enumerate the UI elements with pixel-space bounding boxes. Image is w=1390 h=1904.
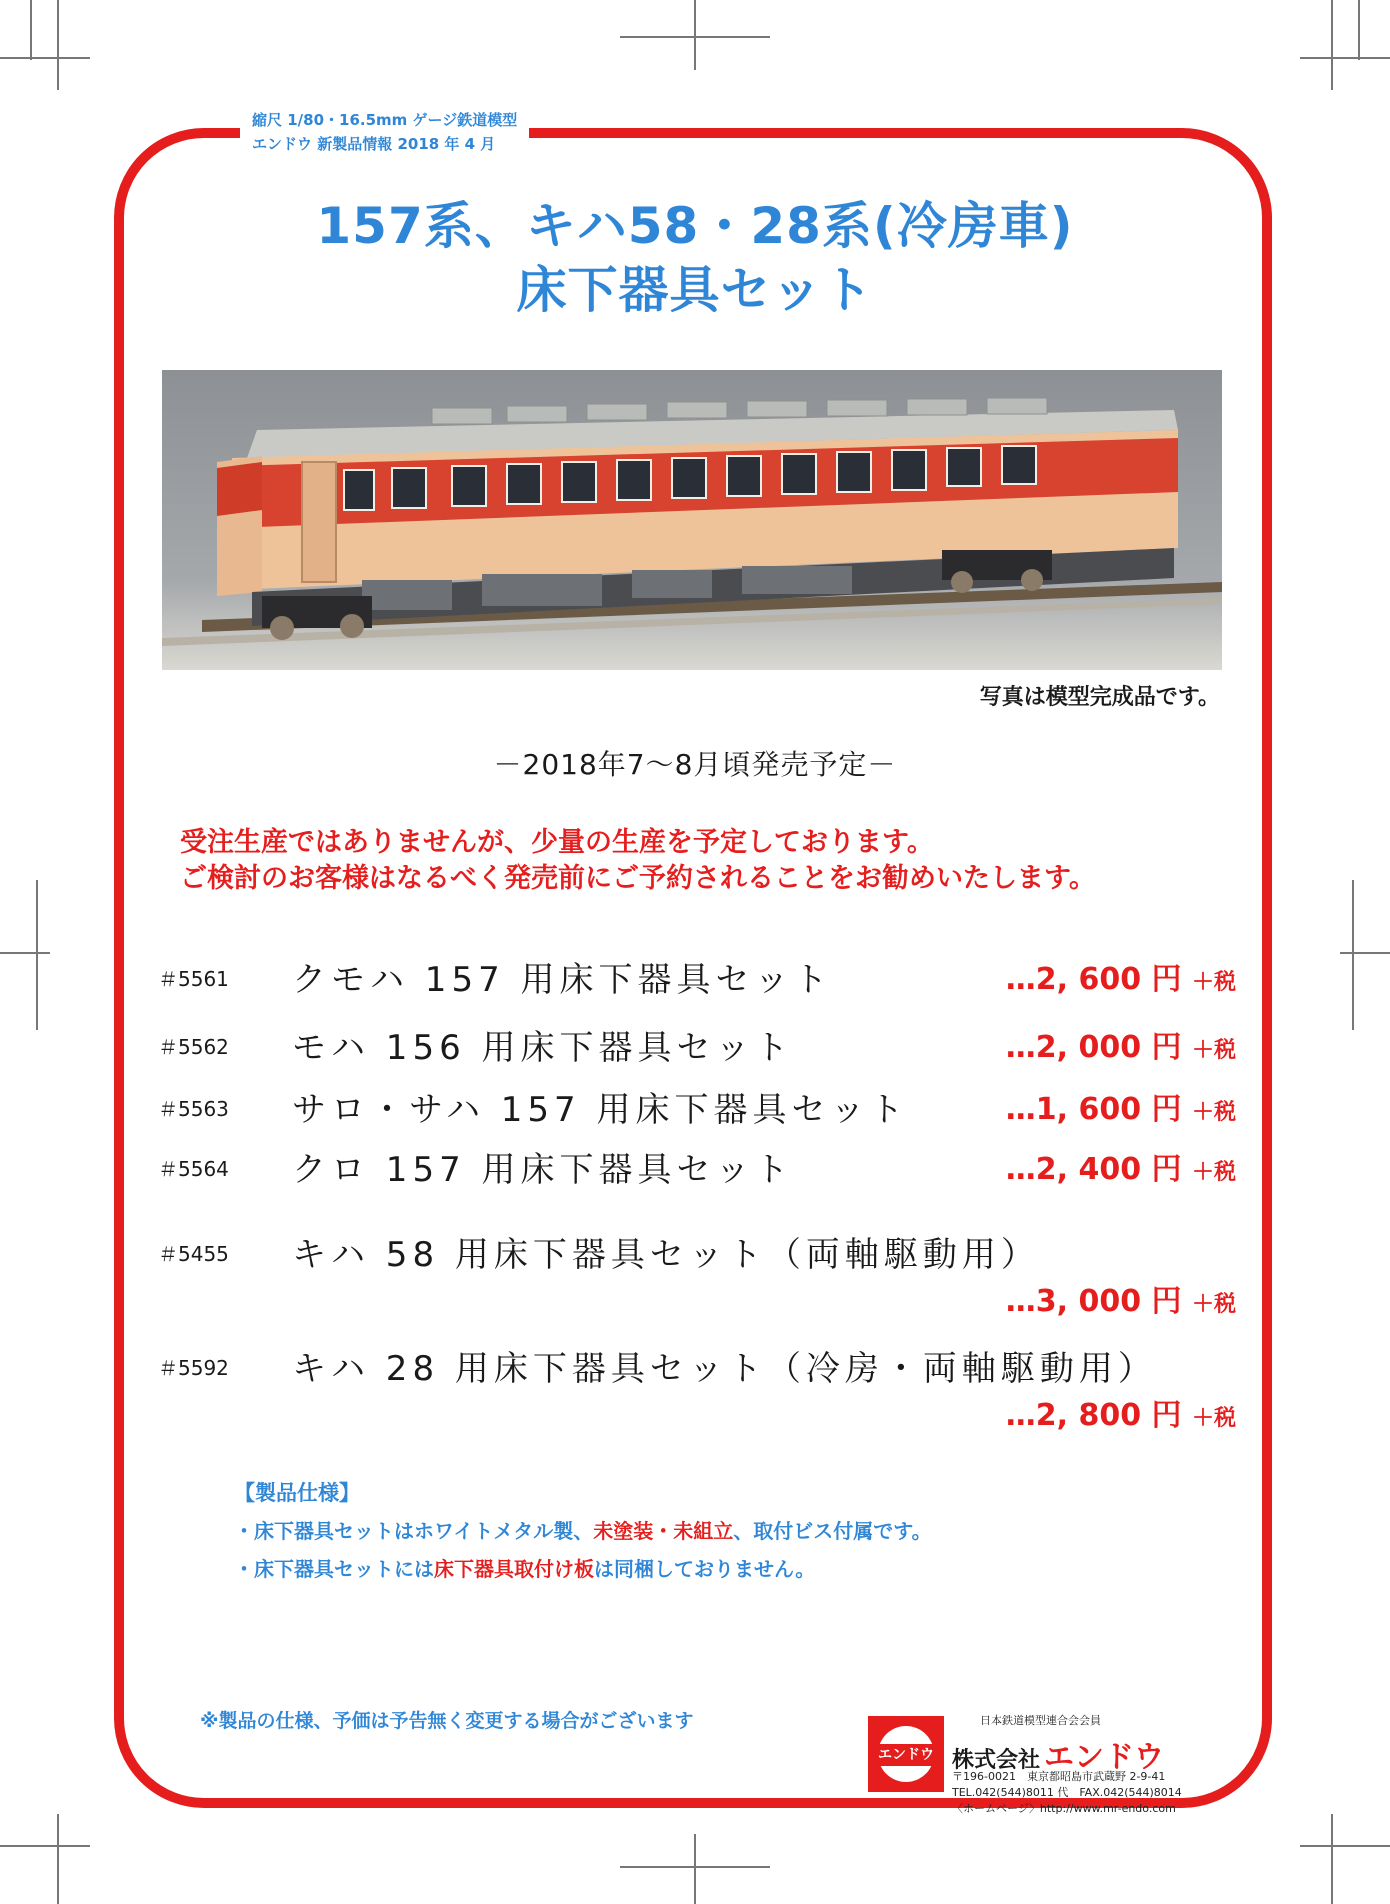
crop-mark [1331,1814,1333,1904]
company-address: 〒196-0021 東京都昭島市武蔵野 2-9-41 [952,1770,1166,1783]
photo-caption: 写真は模型完成品です。 [979,685,1220,710]
association-label: 日本鉄道模型連合会会員 [980,1714,1101,1727]
crop-mark [0,57,90,59]
notice-line-2: ご検討のお客様はなるべく発売前にご予約されることをお勧めいたします。 [180,863,1096,894]
product-name: モハ 156 用床下器具セット [292,1028,794,1068]
crop-mark [1358,0,1360,60]
product-code: ＃5455 [158,1242,229,1266]
product-name: サロ・サハ 157 用床下器具セット [292,1090,909,1130]
product-price: …2, 000 円 ＋税 [1005,1030,1236,1065]
header-info [240,108,529,156]
crop-mark [36,880,38,1030]
product-name: キハ 28 用床下器具セット（冷房・両軸駆動用） [292,1349,1157,1389]
product-code: ＃5562 [158,1035,229,1059]
crop-mark [30,0,32,60]
product-price: …2, 400 円 ＋税 [1005,1152,1236,1187]
crop-mark [57,0,59,90]
product-price: …2, 800 円 ＋税 [1005,1398,1236,1433]
header-line-1: 縮尺 1/80・16.5mm ゲージ鉄道模型 [252,111,518,129]
product-code: ＃5592 [158,1356,229,1380]
company-name: 株式会社 エンドウ [952,1740,1165,1775]
notice-line-1: 受注生産ではありませんが、少量の生産を予定しております。 [180,827,934,858]
company-logo: エンドウ [868,1716,944,1792]
crop-mark [0,952,50,954]
crop-mark [1340,952,1390,954]
product-code: ＃5564 [158,1157,229,1181]
company-tel-fax: TEL.042(544)8011 代 FAX.042(544)8014 [952,1786,1182,1799]
crop-mark [694,0,696,70]
product-code: ＃5561 [158,967,229,991]
product-name: キハ 58 用床下器具セット（両軸駆動用） [292,1235,1040,1275]
disclaimer: ※製品の仕様、予価は予告無く変更する場合がございます [200,1710,694,1732]
crop-mark [1300,1845,1390,1847]
header-line-2: エンドウ 新製品情報 2018 年 4 月 [252,135,496,153]
product-price: …1, 600 円 ＋税 [1005,1092,1236,1127]
crop-mark [1331,0,1333,90]
crop-mark [1352,880,1354,1030]
train-photo [162,370,1222,670]
crop-mark [57,1814,59,1904]
page-title-line-1: 157系、キハ58・28系(冷房車) [316,197,1074,255]
specs-heading: 【製品仕様】 [234,1481,360,1505]
company-url: 〈ホームページ〉http://www.mr-endo.com [952,1802,1176,1815]
page-title-line-2: 床下器具セット [516,261,874,319]
crop-mark [0,1845,90,1847]
specs-line-2: ・床下器具セットには床下器具取付け板は同梱しておりません。 [234,1557,816,1581]
specs-line-1: ・床下器具セットはホワイトメタル製、未塗装・未組立、取付ビス付属です。 [234,1519,932,1543]
crop-mark [1300,57,1390,59]
product-name: クモハ 157 用床下器具セット [292,960,833,1000]
release-date: －2018年7～8月頃発売予定－ [493,748,897,781]
crop-mark [694,1834,696,1904]
product-code: ＃5563 [158,1097,229,1121]
product-price: …3, 000 円 ＋税 [1005,1284,1236,1319]
product-name: クロ 157 用床下器具セット [292,1150,794,1190]
product-price: …2, 600 円 ＋税 [1005,962,1236,997]
